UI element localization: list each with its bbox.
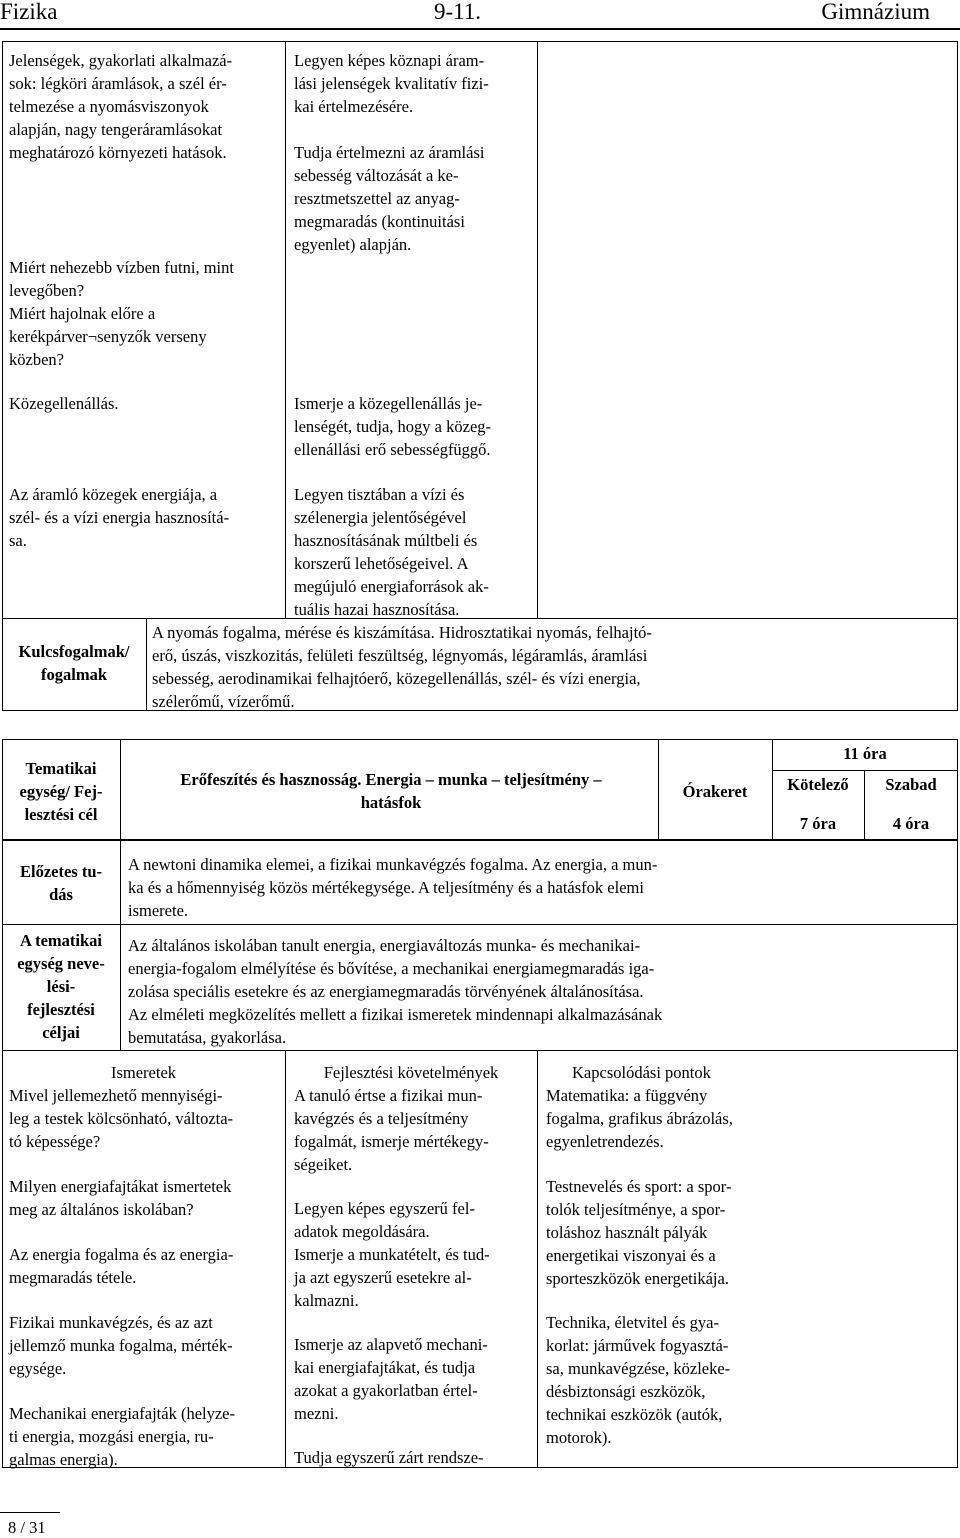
text-line: Matematika: a függvény <box>546 1086 708 1105</box>
text-line: fogalmak <box>41 665 107 684</box>
table1-top-border <box>2 41 958 42</box>
text-line: Tematikai <box>25 759 97 778</box>
text-line: ellenállási erő sebességfüggő. <box>294 440 491 459</box>
text-line: szélerőmű, vízerőmű. <box>152 692 295 711</box>
text-line: korszerű lehetőségeivel. A <box>294 554 469 573</box>
knowledge-item <box>9 1084 233 1153</box>
unit-label <box>2 757 120 826</box>
text-line: lási jelenségek kvalitatív fizi- <box>294 74 489 93</box>
text-line: telmezése a nyomásviszonyok <box>9 97 209 116</box>
text-line: tuális hazai hasznosítása. <box>294 600 460 619</box>
header-grade: 9-11. <box>434 0 482 24</box>
text-line: bemutatása, gyakorlása. <box>128 1028 287 1047</box>
keywords-text <box>152 621 652 713</box>
text-line: Erőfeszítés és hasznosság. Energia – munka – teljesítmény – <box>180 770 602 789</box>
table1-right-border <box>957 41 958 711</box>
text-line: Jelenségek, gyakorlati alkalmazá- <box>9 51 233 70</box>
goals-label <box>2 929 120 1044</box>
text-line: korlat: járművek fogyasztá- <box>546 1336 729 1355</box>
text-line: alapján, nagy tengeráramlásokat <box>9 120 223 139</box>
text-line: fogalma, grafikus ábrázolás, <box>546 1109 733 1128</box>
text-line: sa. <box>9 531 27 550</box>
free-label: Szabad <box>885 775 937 794</box>
text-line: egysége. <box>9 1359 67 1378</box>
table2-prior-separator <box>2 924 958 925</box>
text-line: adatok megoldására. <box>294 1222 430 1241</box>
text-line: sa, munkavégzése, közleke- <box>546 1359 731 1378</box>
connection-item <box>546 1084 733 1153</box>
text-line: ségeiket. <box>294 1155 353 1174</box>
text-line: Az áramló közegek energiája, a <box>9 485 218 504</box>
requirement-everyday-flow <box>294 49 489 118</box>
text-line: Előzetes tu- <box>19 862 103 881</box>
text-line: mezni. <box>294 1404 339 1423</box>
text-line: céljai <box>42 1023 80 1042</box>
table1-keyword-divider <box>146 618 147 711</box>
table2-bottom-border <box>2 1050 958 1051</box>
text-line: megmaradás (kontinuitási <box>294 212 465 231</box>
text-line: szélenergia jelentőségével <box>294 508 467 527</box>
text-line: Mivel jellemezhető mennyiségi- <box>9 1086 223 1105</box>
text-line: kerékpárver¬senyzők verseny <box>9 327 207 346</box>
text-line: fejlesztési <box>27 1000 95 1019</box>
prior-knowledge-text <box>128 853 657 922</box>
text-line: tó képessége? <box>9 1132 101 1151</box>
phenomena-text <box>9 49 232 164</box>
text-line: Ismerje az alapvető mechani- <box>294 1335 488 1354</box>
text-line: Miért nehezebb vízben futni, mint <box>9 258 234 277</box>
free-hours: 4 óra <box>892 814 930 833</box>
table1-divider-1 <box>285 41 286 618</box>
knowledge-item <box>9 1402 235 1471</box>
text-line: egység/ Fej- <box>19 782 103 801</box>
text-line: ismerete. <box>128 901 189 920</box>
table2-top-border <box>2 739 958 740</box>
keywords-label <box>2 640 146 686</box>
text-line: hatásfok <box>360 793 422 812</box>
requirement-drag <box>294 392 491 461</box>
text-line: A newtoni dinamika elemei, a fizikai munkavégzés fogalma. Az energia, a mun- <box>128 855 658 874</box>
col-header-connections: Kapcsolódási pontok <box>572 1063 711 1082</box>
text-line: kavégzés és a teljesítmény <box>294 1109 469 1128</box>
text-line: ti energia, mozgási energia, ru- <box>9 1427 214 1446</box>
text-line: azokat a gyakorlatban értel- <box>294 1381 478 1400</box>
text-line: kai energiafajtákat, és tudja <box>294 1358 476 1377</box>
text-line: Milyen energiafajtákat ismertetek <box>9 1177 232 1196</box>
text-line: galmas energia). <box>9 1450 118 1469</box>
knowledge-item <box>9 1243 233 1289</box>
text-line: hasznosításának múltbeli és <box>294 531 478 550</box>
text-line: közben? <box>9 350 64 369</box>
col-header-knowledge: Ismeretek <box>110 1063 177 1082</box>
goals-text <box>128 934 662 1049</box>
requirement-renewables <box>294 483 489 621</box>
table3-divider-2 <box>537 1050 538 1468</box>
text-line: meghatározó környezeti hatások. <box>9 143 227 162</box>
table1-left-border <box>2 41 3 711</box>
page-header <box>0 0 960 30</box>
total-hours: 11 óra <box>843 744 887 763</box>
requirement-item <box>294 1446 484 1469</box>
text-line: ka és a hőmennyiség közös mértékegysége. A teljesítmény és a hatásfok elemi <box>128 878 644 897</box>
text-line: egység neve- <box>17 954 105 973</box>
text-line: megmaradás tétele. <box>9 1268 137 1287</box>
text-line: Fizikai munkavégzés, és az azt <box>9 1313 213 1332</box>
drag-topic <box>9 392 119 415</box>
flow-energy-topic <box>9 483 229 552</box>
table2-label-divider <box>120 739 121 1051</box>
text-line: toláshoz használt pályák <box>546 1223 708 1242</box>
text-line: sebesség változását a ke- <box>294 166 459 185</box>
text-line: A nyomás fogalma, mérése és kiszámítása. Hidrosztatikai nyomás, felhajtó- <box>152 623 652 642</box>
header-school: Gimnázium <box>821 0 930 24</box>
text-line: Ismerje a közegellenállás je- <box>294 394 483 413</box>
text-line: Tudja egyszerű zárt rendsze- <box>294 1448 484 1467</box>
text-line: energetikai viszonyai és a <box>546 1246 716 1265</box>
text-line: motorok). <box>546 1428 612 1447</box>
requirement-item <box>294 1197 490 1312</box>
text-line: Legyen képes köznapi áram- <box>294 51 485 70</box>
text-line: Az általános iskolában tanult energia, energiaváltozás munka- és mechanikai- <box>128 936 641 955</box>
text-line: Tudja értelmezni az áramlási <box>294 143 485 162</box>
text-line: A tematikai <box>19 931 103 950</box>
text-line: Mechanikai energiafajták (helyze- <box>9 1404 235 1423</box>
page-number: 8 / 31 <box>8 1518 46 1537</box>
text-line: meg az általános iskolában? <box>9 1200 194 1219</box>
text-line: jellemző munka fogalma, mérték- <box>9 1336 233 1355</box>
text-line: levegőben? <box>9 281 85 300</box>
text-line: Legyen képes egyszerű fel- <box>294 1199 475 1218</box>
header-rule <box>0 28 960 30</box>
header-subject: Fizika <box>0 0 58 24</box>
table3-divider-1 <box>285 1050 286 1468</box>
prior-knowledge-label <box>2 860 120 906</box>
table2-hours-separator <box>772 770 958 771</box>
text-line: lési- <box>46 977 76 996</box>
text-line: ja azt egyszerű esetekre al- <box>294 1268 472 1287</box>
text-line: Az elméleti megközelítés mellett a fizikai ismeretek mindennapi alkalmazásának <box>128 1005 663 1024</box>
text-line: dás <box>49 885 73 904</box>
table3-right-border <box>957 1050 958 1468</box>
requirement-item <box>294 1333 488 1425</box>
unit-title <box>124 768 658 814</box>
text-line: sebesség, aerodinamikai felhajtóerő, közegellenállás, szél- és vízi energia, <box>152 669 641 688</box>
text-line: kai értelmezésére. <box>294 97 414 116</box>
text-line: sporteszközök energetikája. <box>546 1269 729 1288</box>
orakeret-label: Órakeret <box>682 782 748 801</box>
connection-item <box>546 1311 730 1449</box>
questions-text <box>9 256 234 371</box>
text-line: technikai eszközök (autók, <box>546 1405 723 1424</box>
text-line: lenségét, tudja, hogy a közeg- <box>294 417 492 436</box>
footer-rule <box>0 1512 60 1513</box>
table3-left-border <box>2 1050 3 1468</box>
text-line: A tanuló értse a fizikai mun- <box>294 1086 483 1105</box>
table1-divider-2 <box>537 41 538 618</box>
text-line: Az energia fogalma és az energia- <box>9 1245 234 1264</box>
text-line: egyenlet) alapján. <box>294 235 412 254</box>
text-line: megújuló energiaforrások ak- <box>294 577 489 596</box>
knowledge-item <box>9 1311 233 1380</box>
text-line: Testnevelés és sport: a spor- <box>546 1177 732 1196</box>
requirement-continuity <box>294 141 484 256</box>
requirement-item <box>294 1084 489 1176</box>
text-line: Kulcsfogalmak/ <box>18 642 130 661</box>
mandatory-hours: 7 óra <box>799 814 837 833</box>
text-line: egyenletrendezés. <box>546 1132 664 1151</box>
knowledge-item <box>9 1175 231 1221</box>
text-line: fogalmát, ismerje mértékegy- <box>294 1132 489 1151</box>
table2-header-separator <box>2 839 958 841</box>
connection-item <box>546 1175 731 1290</box>
text-line: resztmetszettel az anyag- <box>294 189 460 208</box>
text-line: kalmazni. <box>294 1291 359 1310</box>
text-line: sok: légköri áramlások, a szél ér- <box>9 74 227 93</box>
text-line: désbiztonsági eszközök, <box>546 1382 706 1401</box>
text-line: energia-fogalom elmélyítése és bővítése, a mechanikai energiamegmaradás iga- <box>128 959 655 978</box>
text-line: Miért hajolnak előre a <box>9 304 156 323</box>
text-line: Legyen tisztában a vízi és <box>294 485 465 504</box>
text-line: Ismerje a munkatételt, és tud- <box>294 1245 490 1264</box>
text-line: Közegellenállás. <box>9 394 119 413</box>
text-line: erő, úszás, viszkozitás, felületi feszültség, légnyomás, légáramlás, áramlási <box>152 646 648 665</box>
text-line: zolása speciális esetekre és az energiamegmaradás törvényének általánosítása. <box>128 982 644 1001</box>
text-line: leg a testek kölcsönható, változta- <box>9 1109 234 1128</box>
text-line: Technika, életvitel és gya- <box>546 1313 719 1332</box>
text-line: lesztési cél <box>24 805 98 824</box>
mandatory-label: Kötelező <box>787 775 849 794</box>
text-line: szél- és a vízi energia hasznosítá- <box>9 508 230 527</box>
col-header-requirements: Fejlesztési követelmények <box>323 1063 499 1082</box>
text-line: tolók teljesítménye, a spor- <box>546 1200 726 1219</box>
